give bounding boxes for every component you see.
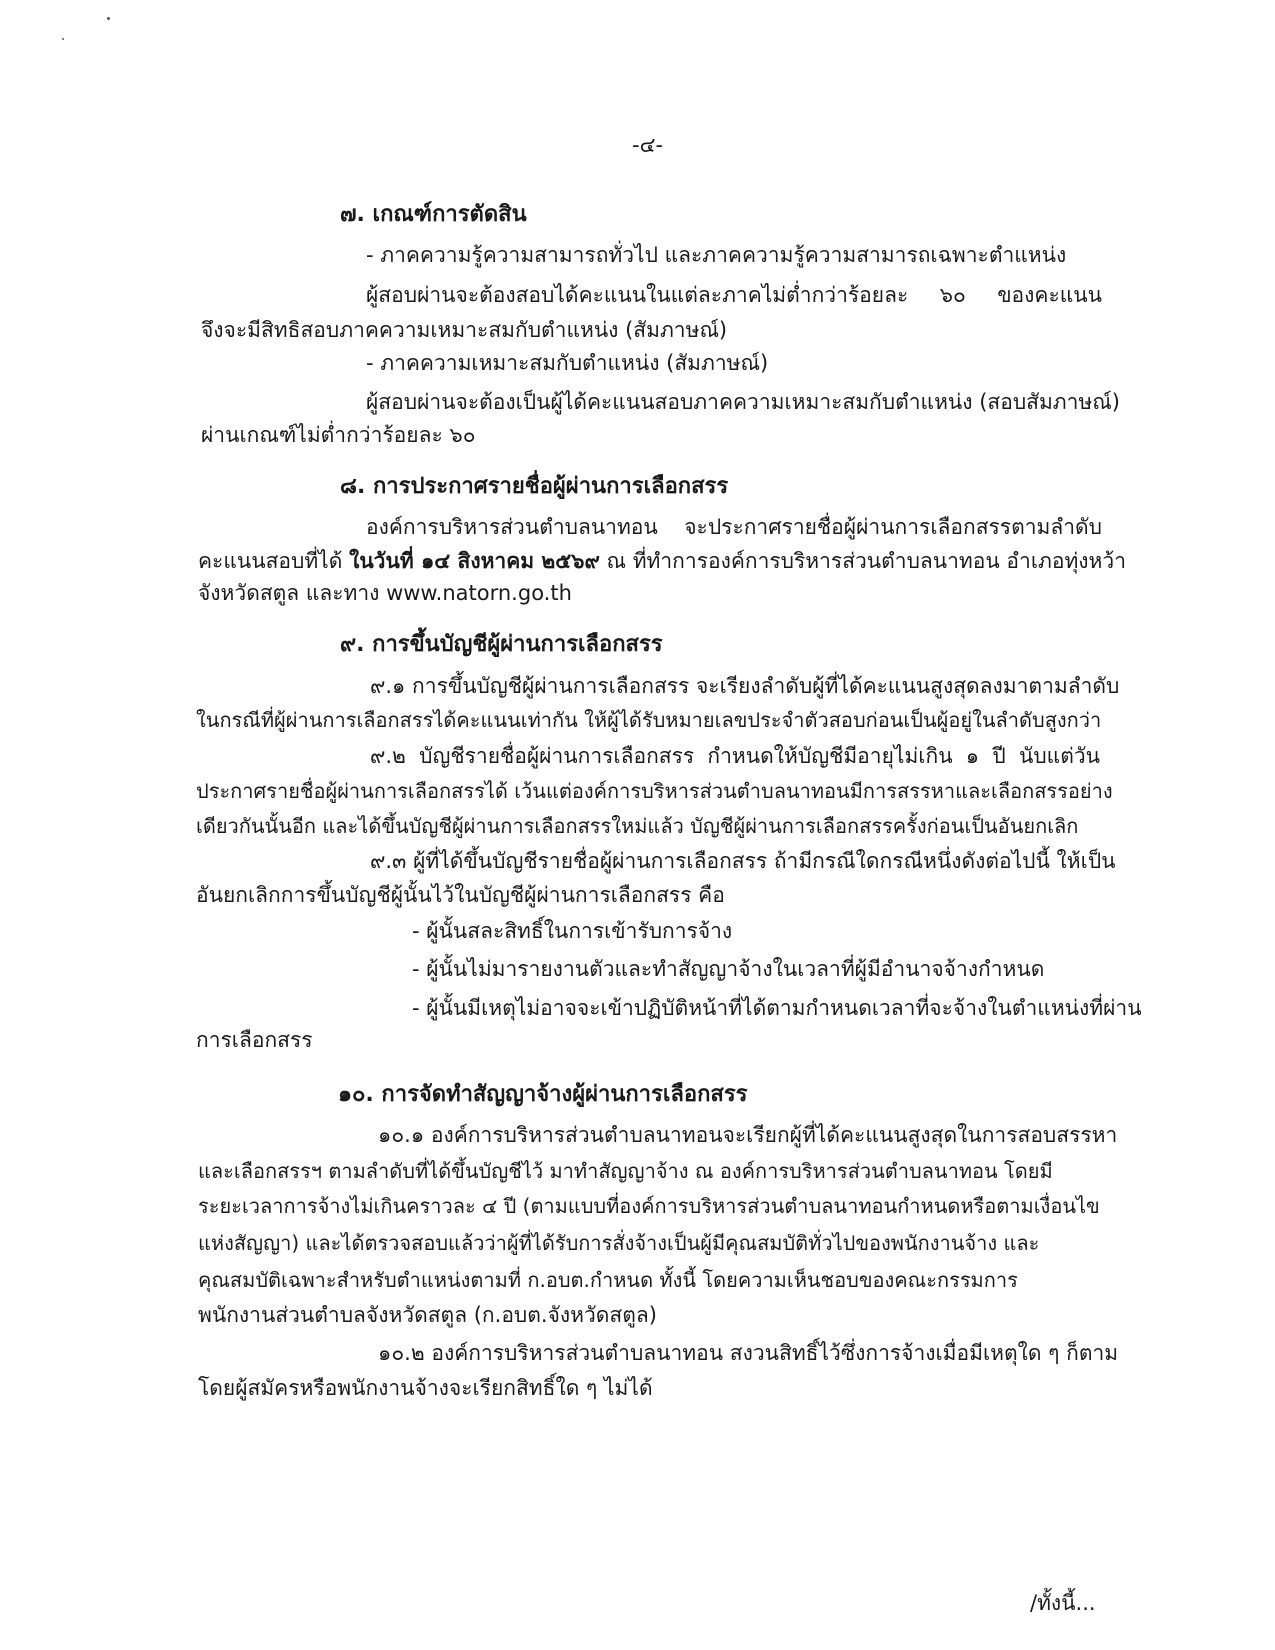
s9-bullet-1: - ผู้นั้นสละสิทธิ์ในการเข้ารับการจ้าง [412, 919, 733, 943]
announcement-date: ในวันที่ ๑๔ สิงหาคม ๒๕๖๙ [349, 549, 600, 573]
s10-para1-line2: และเลือกสรรฯ ตามลำดับที่ได้ขึ้นบัญชีไว้ มาทำสัญญาจ้าง ณ องค์การบริหารส่วนตำบลนาทอน โดยมี [198, 1159, 1053, 1183]
s7-para2-line2: ผ่านเกณฑ์ไม่ต่ำกว่าร้อยละ ๖๐ [201, 423, 476, 447]
s10-para1-line5: คุณสมบัติเฉพาะสำหรับตำแหน่งตามที่ ก.อบต.กำหนด ทั้งนี้ โดยความเห็นชอบของคณะกรรมการ [198, 1268, 1018, 1292]
s9-para2-line1: ๙.๒ บัญชีรายชื่อผู้ผ่านการเลือกสรร กำหนดให้บัญชีมีอายุไม่เกิน ๑ ปี นับแต่วัน [370, 744, 1100, 768]
s7-bullet-1: - ภาคความรู้ความสามารถทั่วไป และภาคความรู้ความสามารถเฉพาะตำแหน่ง [366, 243, 1067, 267]
s10-para1-line1: ๑๐.๑ องค์การบริหารส่วนตำบลนาทอนจะเรียกผู้ที่ได้คะแนนสูงสุดในการสอบสรรหา [378, 1123, 1118, 1147]
s8-line1: องค์การบริหารส่วนตำบลนาทอน จะประกาศรายชื่อผู้ผ่านการเลือกสรรตามลำดับ [366, 515, 1102, 539]
s7-para2-line1: ผู้สอบผ่านจะต้องเป็นผู้ได้คะแนนสอบภาคความเหมาะสมกับตำแหน่ง (สอบสัมภาษณ์) [366, 390, 1120, 414]
s9-para1-line2: ในกรณีที่ผู้ผ่านการเลือกสรรได้คะแนนเท่ากัน ให้ผู้ได้รับหมายเลขประจำตัวสอบก่อนเป็นผู้อยู่ในลำดับสูงกว่า [196, 708, 1102, 732]
section-7-heading: ๗. เกณฑ์การตัดสิน [340, 202, 527, 227]
s10-para1-line4: แห่งสัญญา) และได้ตรวจสอบแล้วว่าผู้ที่ได้รับการสั่งจ้างเป็นผู้มีคุณสมบัติทั่วไปของพนักงานจ้าง และ [198, 1231, 1040, 1255]
s8-line2 [198, 546, 1126, 576]
s10-para1-line3: ระยะเวลาการจ้างไม่เกินคราวละ ๔ ปี (ตามแบบที่องค์การบริหารส่วนตำบลนาทอนกำหนดหรือตามเงื่อนไข [198, 1194, 1100, 1218]
s10-para1-line6: พนักงานส่วนตำบลจังหวัดสตูล (ก.อบต.จังหวัดสตูล) [198, 1303, 657, 1327]
s7-bullet-2: - ภาคความเหมาะสมกับตำแหน่ง (สัมภาษณ์) [366, 351, 769, 375]
scan-speck [107, 17, 110, 20]
s10-para2-line2: โดยผู้สมัครหรือพนักงานจ้างจะเรียกสิทธิ์ใด ๆ ไม่ได้ [198, 1376, 653, 1400]
s9-para2-line3: เดียวกันนั้นอีก และได้ขึ้นบัญชีผู้ผ่านการเลือกสรรใหม่แล้ว บัญชีผู้ผ่านการเลือกสรรครั้งก่อนเป็นอันยกเลิก [196, 814, 1079, 838]
s9-para3-line1: ๙.๓ ผู้ที่ได้ขึ้นบัญชีรายชื่อผู้ผ่านการเลือกสรร ถ้ามีกรณีใดกรณีหนึ่งดังต่อไปนี้ ให้เป็น [370, 849, 1116, 873]
section-9-heading: ๙. การขึ้นบัญชีผู้ผ่านการเลือกสรร [340, 632, 663, 657]
s7-para1-line1: ผู้สอบผ่านจะต้องสอบได้คะแนนในแต่ละภาคไม่ต่ำกว่าร้อยละ ๖๐ ของคะแนน [366, 283, 1102, 307]
s9-bullet-3-line1: - ผู้นั้นมีเหตุไม่อาจจะเข้าปฏิบัติหน้าที่ได้ตามกำหนดเวลาที่จะจ้างในตำแหน่งที่ผ่าน [412, 996, 1142, 1020]
s7-para1-line2: จึงจะมีสิทธิสอบภาคความเหมาะสมกับตำแหน่ง (สัมภาษณ์) [201, 318, 728, 342]
section-10-heading: ๑๐. การจัดทำสัญญาจ้างผู้ผ่านการเลือกสรร [338, 1082, 748, 1107]
s9-para2-line2: ประกาศรายชื่อผู้ผ่านการเลือกสรรได้ เว้นแต่องค์การบริหารส่วนตำบลนาทอนมีการสรรหาและเลือกสรรอย่าง [196, 779, 1113, 803]
s8-line3: จังหวัดสตูล และทาง www.natorn.go.th [198, 581, 572, 605]
s8-line2-start: คะแนนสอบที่ได้ [198, 549, 350, 573]
s10-para2-line1: ๑๐.๒ องค์การบริหารส่วนตำบลนาทอน สงวนสิทธิ์ไว้ซึ่งการจ้างเมื่อมีเหตุใด ๆ ก็ตาม [378, 1341, 1119, 1365]
s9-bullet-2: - ผู้นั้นไม่มารายงานตัวและทำสัญญาจ้างในเวลาที่ผู้มีอำนาจจ้างกำหนด [412, 957, 1045, 981]
section-8-heading: ๘. การประกาศรายชื่อผู้ผ่านการเลือกสรร [340, 474, 729, 499]
s9-para3-line2: อันยกเลิกการขึ้นบัญชีผู้นั้นไว้ในบัญชีผู้ผ่านการเลือกสรร คือ [196, 883, 725, 907]
continuation-note: /ทั้งนี้... [1030, 1591, 1096, 1615]
s9-bullet-3-line2: การเลือกสรร [196, 1028, 313, 1052]
s9-para1-line1: ๙.๑ การขึ้นบัญชีผู้ผ่านการเลือกสรร จะเรียงลำดับผู้ที่ได้คะแนนสูงสุดลงมาตามลำดับ [370, 674, 1120, 698]
scan-speck [62, 38, 64, 40]
s8-line2-end: ณ ที่ทำการองค์การบริหารส่วนตำบลนาทอน อำเภอทุ่งหว้า [599, 549, 1126, 573]
page-number: -๔- [632, 133, 664, 157]
